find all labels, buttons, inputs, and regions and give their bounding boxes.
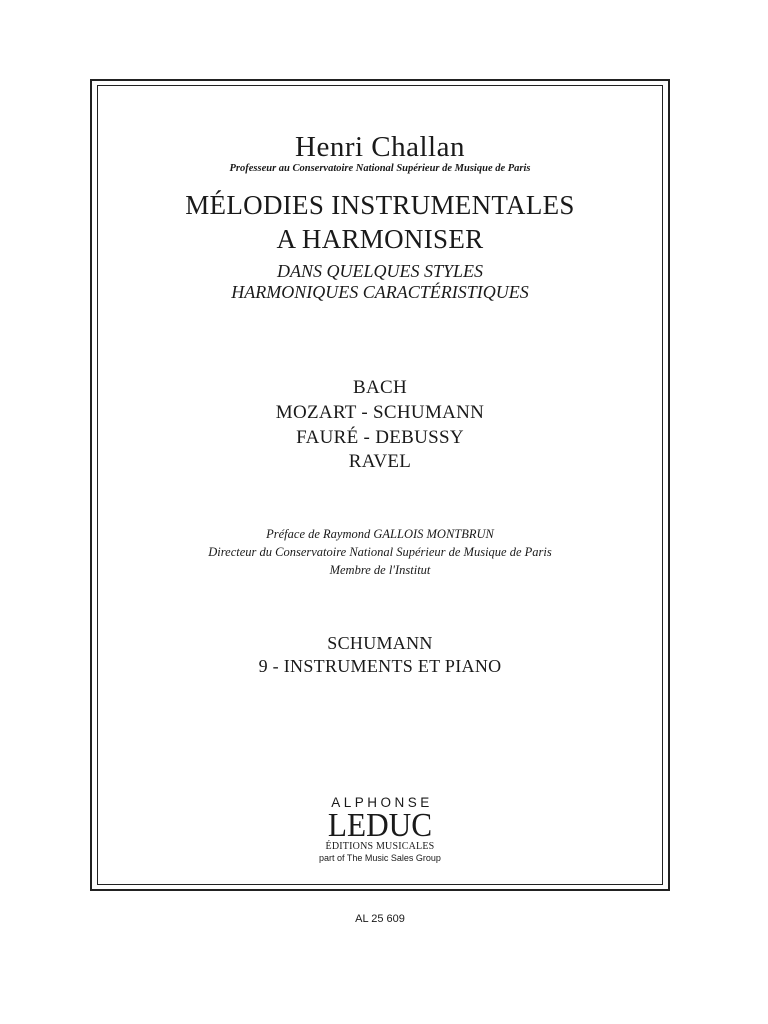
- subtitle-line-1: DANS QUELQUES STYLES: [276, 261, 484, 281]
- composer-line-1: BACH: [353, 377, 407, 398]
- main-title-line-1: MÉLODIES INSTRUMENTALES: [185, 190, 575, 220]
- publisher-line-4: part of The Music Sales Group: [319, 853, 441, 863]
- preface-membership: Membre de l'Institut: [329, 563, 431, 577]
- publisher-logo: [90, 795, 670, 864]
- volume-composer: SCHUMANN: [327, 633, 433, 653]
- publisher-line-1: ALPHONSE: [331, 795, 433, 810]
- author-name: Henri Challan: [295, 131, 465, 163]
- composer-line-2: MOZART - SCHUMANN: [275, 402, 485, 423]
- composer-line-4: RAVEL: [348, 451, 412, 472]
- preface-author: Préface de Raymond GALLOIS MONTBRUN: [266, 527, 494, 541]
- subtitle-line-2: HARMONIQUES CARACTÉRISTIQUES: [231, 282, 529, 302]
- catalog-number: AL 25 609: [355, 913, 405, 925]
- main-title-line-2: A HARMONISER: [276, 224, 484, 254]
- publisher-line-3: ÉDITIONS MUSICALES: [325, 841, 435, 852]
- publisher-line-2: LEDUC: [327, 807, 433, 844]
- author-title: Professeur au Conservatoire National Supérieur de Musique de Paris: [229, 163, 531, 174]
- volume-title: 9 - INSTRUMENTS ET PIANO: [258, 656, 502, 676]
- composer-line-3: FAURÉ - DEBUSSY: [296, 427, 464, 448]
- preface-position: Directeur du Conservatoire National Supérieur de Musique de Paris: [208, 545, 552, 559]
